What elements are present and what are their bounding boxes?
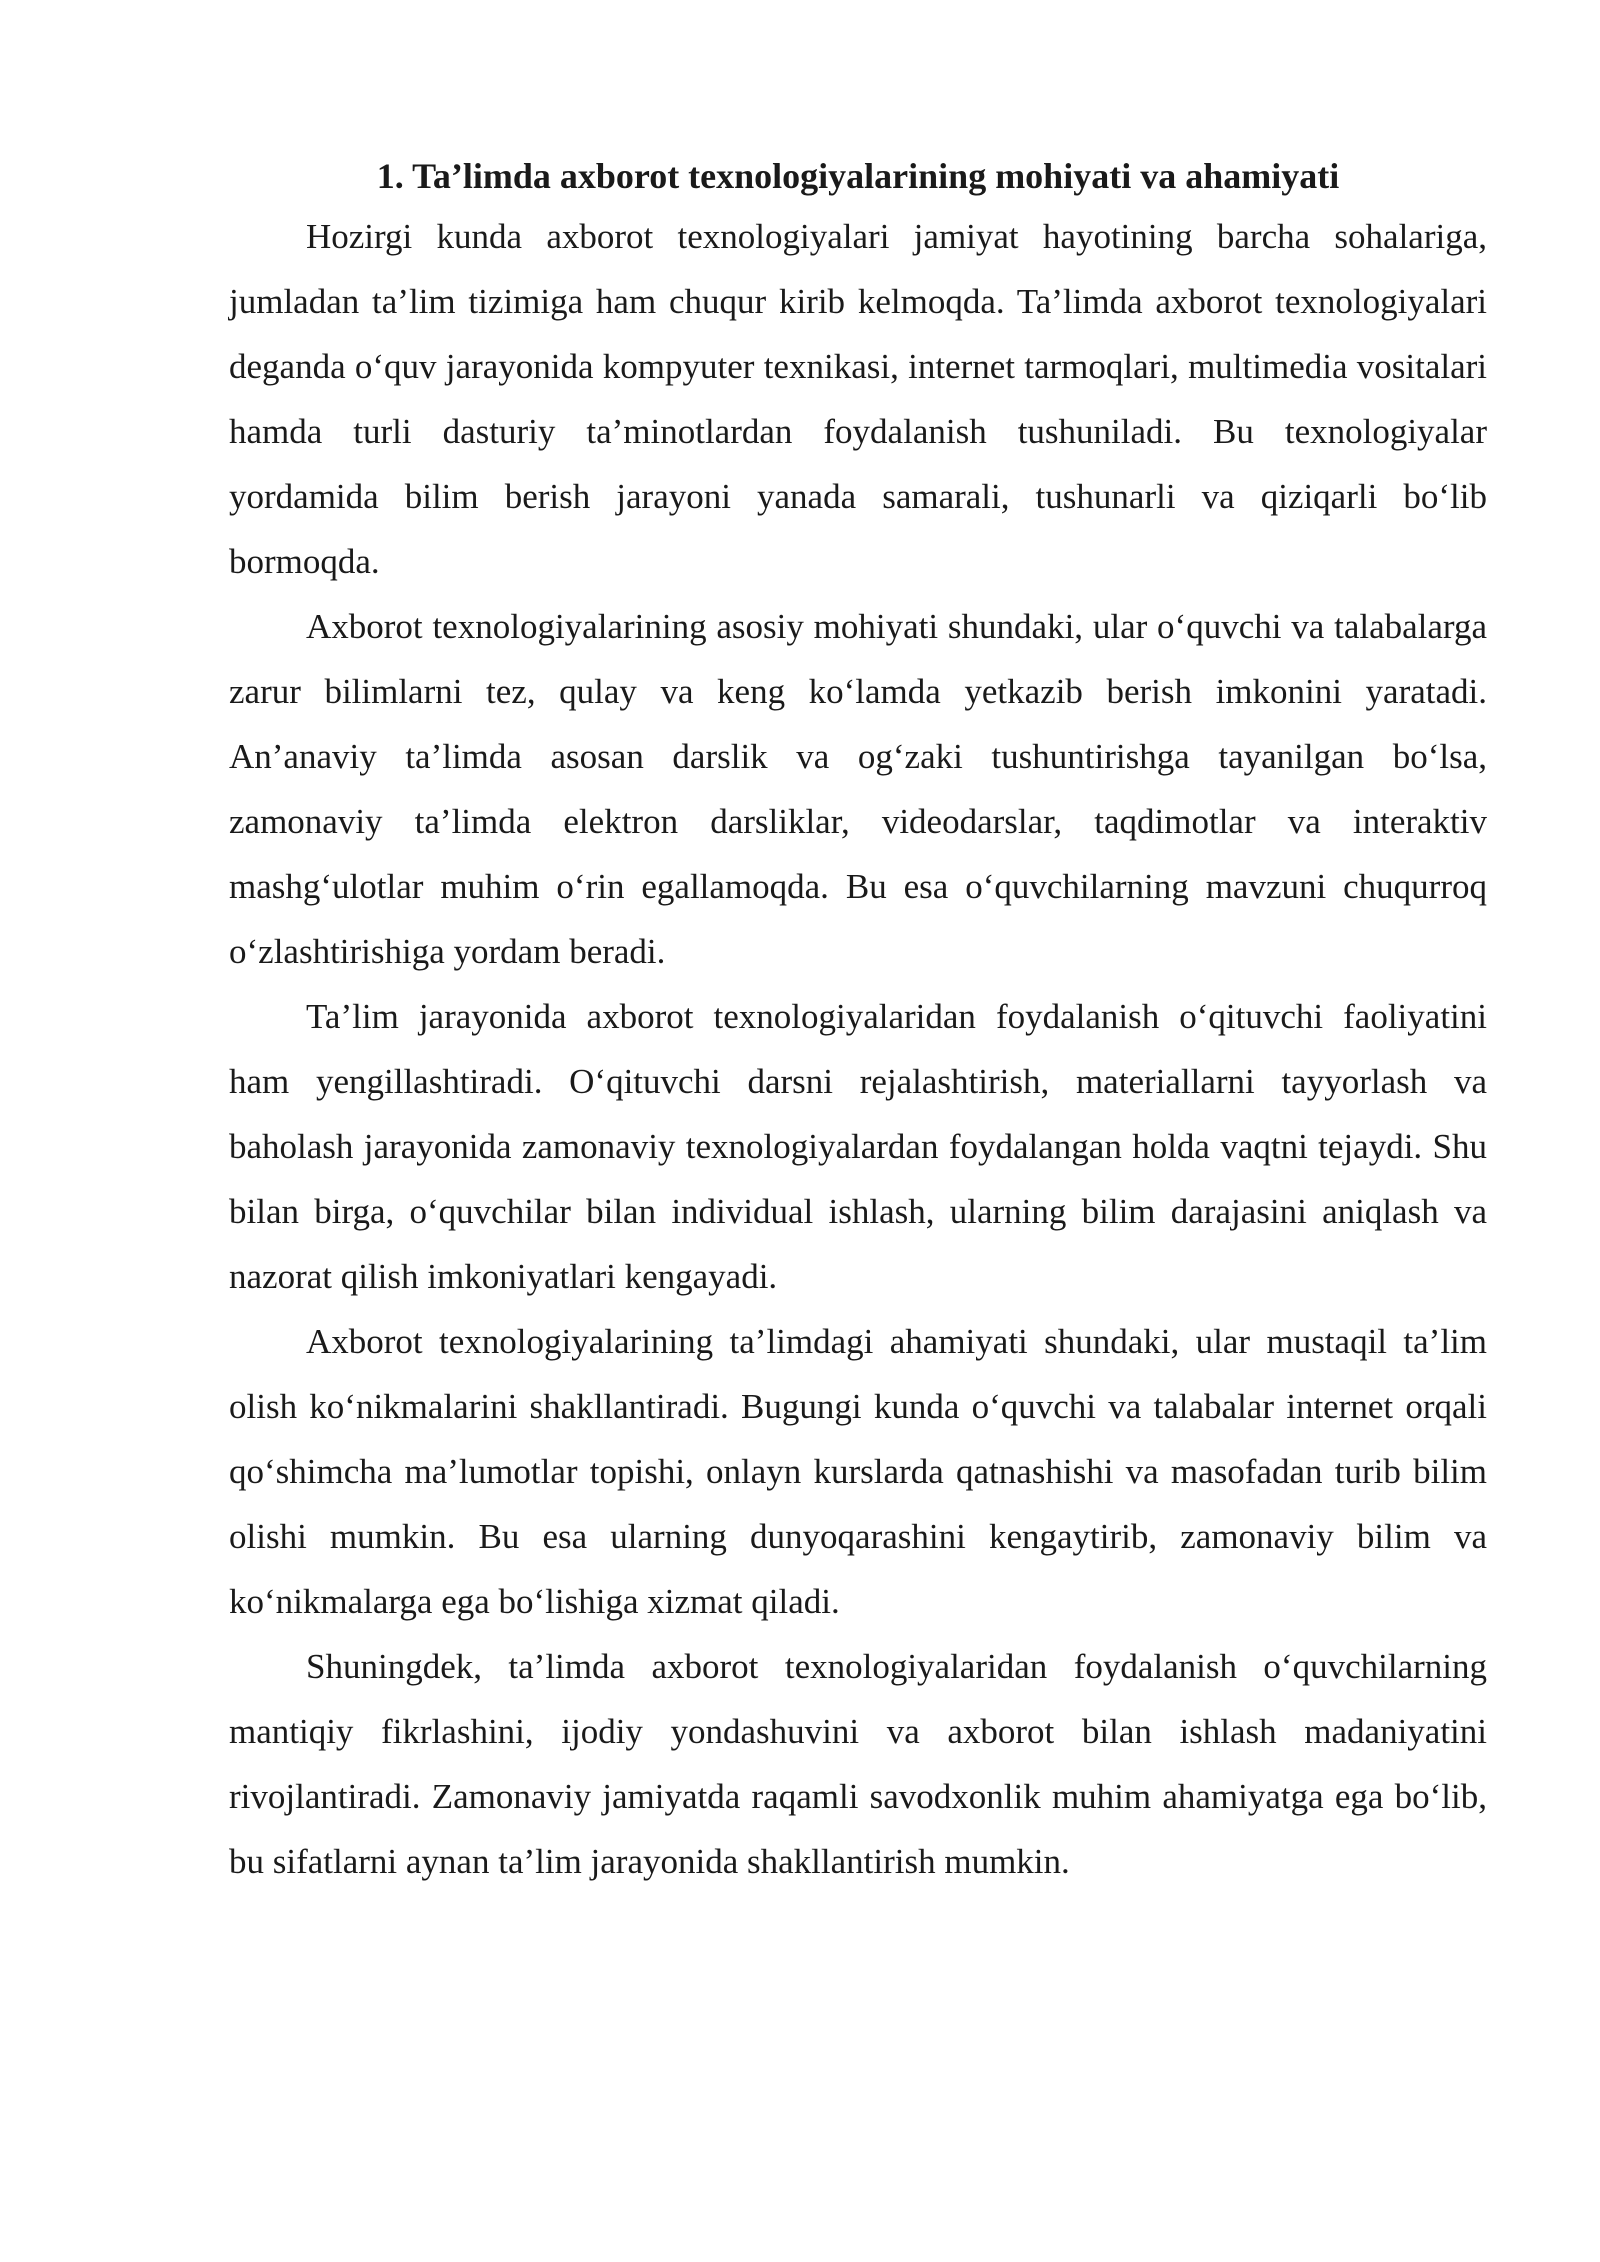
document-page: [229, 148, 1487, 1894]
paragraph-2: Axborot texnologiyalarining asosiy mohiyati shundaki, ular o‘quvchi va talabalarga zarur bilimlarni tez, qulay va keng ko‘lamda yetkazib berish imkonini yaratadi. An’anaviy ta’limda asosan darslik va og‘zaki tushuntirishga tayanilgan bo‘lsa, zamonaviy ta’limda elektron darsliklar, videodarslar, taqdimotlar va interaktiv mashg‘ulotlar muhim o‘rin egallamoqda. Bu esa o‘quvchilarning mavzuni chuqurroq o‘zlashtirishiga yordam beradi.: [229, 607, 1487, 971]
section-heading: 1. Ta’limda axborot texnologiyalarining mohiyati va ahamiyati: [376, 156, 1340, 196]
paragraph-5: Shuningdek, ta’limda axborot texnologiyalaridan foydalanish o‘quvchilarning mantiqiy fikrlashini, ijodiy yondashuvini va axborot bilan ishlash madaniyatini rivojlantiradi. Zamonaviy jamiyatda raqamli savodxonlik muhim ahamiyatga ega bo‘lib, bu sifatlarni aynan ta’lim jarayonida shakllantirish mumkin.: [229, 1647, 1487, 1881]
paragraph-3: Ta’lim jarayonida axborot texnologiyalaridan foydalanish o‘qituvchi faoliyatini ham yengillashtiradi. O‘qituvchi darsni rejalashtirish, materiallarni tayyorlash va baholash jarayonida zamonaviy texnologiyalardan foydalangan holda vaqtni tejaydi. Shu bilan birga, o‘quvchilar bilan individual ishlash, ularning bilim darajasini aniqlash va nazorat qilish imkoniyatlari kengayadi.: [229, 997, 1487, 1296]
paragraph-4: Axborot texnologiyalarining ta’limdagi ahamiyati shundaki, ular mustaqil ta’lim olish ko‘nikmalarini shakllantiradi. Bugungi kunda o‘quvchi va talabalar internet orqali qo‘shimcha ma’lumotlar topishi, onlayn kurslarda qatnashishi va masofadan turib bilim olishi mumkin. Bu esa ularning dunyoqarashini kengaytirib, zamonaviy bilim va ko‘nikmalarga ega bo‘lishiga xizmat qiladi.: [229, 1322, 1487, 1621]
paragraph-1: Hozirgi kunda axborot texnologiyalari jamiyat hayotining barcha sohalariga, jumladan ta’lim tizimiga ham chuqur kirib kelmoqda. Ta’limda axborot texnologiyalari deganda o‘quv jarayonida kompyuter texnikasi, internet tarmoqlari, multimedia vositalari hamda turli dasturiy ta’minotlardan foydalanish tushuniladi. Bu texnologiyalar yordamida bilim berish jarayoni yanada samarali, tushunarli va qiziqarli bo‘lib bormoqda.: [229, 217, 1487, 581]
